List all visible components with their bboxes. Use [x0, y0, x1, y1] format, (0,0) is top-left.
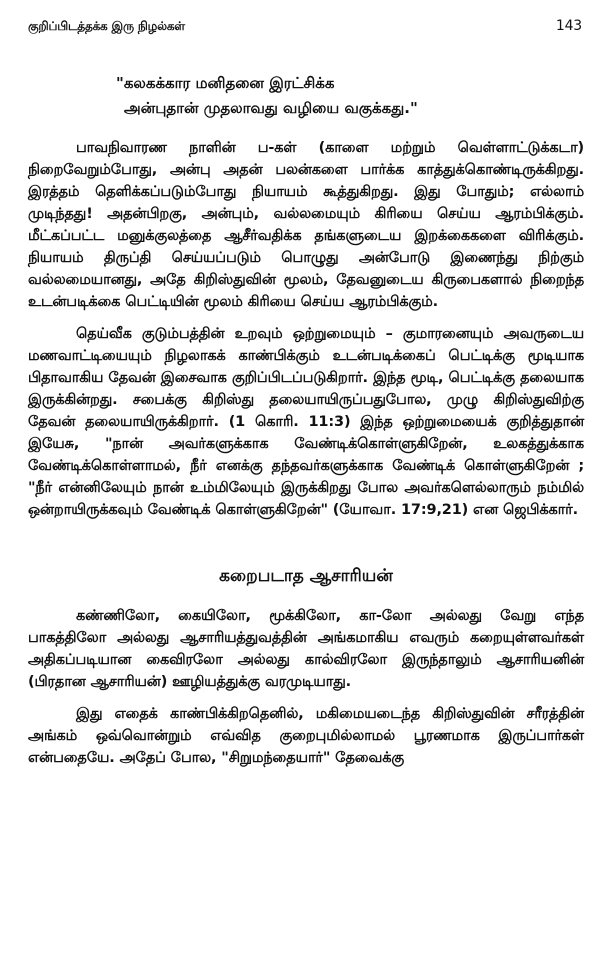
paragraph-3: கண்ணிலோ, கையிலோ, மூக்கிலோ, கா-லோ அல்லது வேறு எந்த பாகத்திலோ அல்லது ஆசாரியத்துவத்தின் அங்கமாகிய எவரும் கறையுள்ளவர்கள் அதிகப்படியான கைவிரலோ அல்லது கால்விரலோ இருந்தாலும் ஆசாரியனின் (பிரதான ஆசாரியன்) ஊழியத்துக்கு வரமுடியாது. [28, 608, 584, 690]
paragraph-1: பாவநிவாரண நாளின் ப-கள் (காளை மற்றும் வெள்ளாட்டுக்கடா) நிறைவேறும்போது, அன்பு அதன் பலன்களை பார்க்க காத்துக்கொண்டிருக்கிறது. இரத்தம் தெளிக்கப்படும்போது நியாயம் கூத்துகிறது. இது போதும்; எல்லாம் முடிந்தது! அதன்பிறகு, அன்பும், வல்லமையும் கிரியை செய்ய ஆரம்பிக்கும். மீட்கப்பட்ட மனுக்குலத்தை ஆசீர்வதிக்க தங்களுடைய இறக்கைகளை விரிக்கும். நியாயம் திருப்தி செய்யப்படும் பொழுது அன்போடு இணைந்து நிற்கும் வல்லமையானது, அதே கிறிஸ்துவின் மூலம், தேவனுடைய கிருபைகளால் நிறைந்த உடன்படிக்கை பெட்டியின் மூலம் கிரியை செய்ய ஆரம்பிக்கும். [28, 140, 584, 310]
opening-quote [116, 71, 584, 121]
paragraph-4: இது எதைக் காண்பிக்கிறதெனில், மகிமையடைந்த கிறிஸ்துவின் சரீரத்தின் அங்கம் ஒவ்வொன்றும் எவ்வித குறைபுமில்லாமல் பூரணமாக இருப்பார்கள் என்பதையே. அதேப் போல, "சிறுமந்தையார்" தேவைக்கு [28, 706, 584, 766]
quote-line-1: "கலகக்கார மனிதனை இரட்சிக்க [116, 74, 335, 92]
quote-line-2: அன்புதான் முதலாவது வழியை வகுக்கது." [124, 99, 418, 117]
section-heading: கறைபடாத ஆசாரியன் [219, 566, 393, 586]
paragraph-2: தெய்வீக குடும்பத்தின் உறவும் ஒற்றுமையும் – குமாரனையும் அவருடைய மணவாட்டியையும் நிழலாகக் காண்பிக்கும் உடன்படிக்கைப் பெட்டிக்கு மூடியாக பிதாவாகிய தேவன் இசைவாக குறிப்பிடப்படுகிறார். இந்த மூடி, பெட்டிக்கு தலையாக இருக்கின்றது. சபைக்கு கிறிஸ்து தலையாயிருப்பதுபோல, முழு கிறிஸ்துவிற்கு தேவன் தலையாயிருக்கிறார். (1 கொரி. 11:3) இந்த ஒற்றுமையைக் குறித்துதான் இயேசு, "நான் அவர்களுக்காக வேண்டிக்கொள்ளுகிறேன், உலகத்துக்காக வேண்டிக்கொள்ளாமல், நீர் எனக்கு தந்தவர்களுக்காக வேண்டிக் கொள்ளுகிறேன் ; "நீர் என்னிலேயும் நான் உம்மிலேயும் இருக்கிறது போல அவர்களெல்லாரும் நம்மில் ஒன்றாயிருக்கவும் வேண்டிக் கொள்ளுகிறேன்" (யோவா. 17:9,21) என ஜெபிக்கார். [28, 326, 584, 518]
page-header [28, 18, 584, 35]
running-title: குறிப்பிடத்தக்க இரு நிழல்கள் [28, 19, 185, 33]
page-number: 143 [555, 18, 582, 34]
document-page [28, 18, 584, 769]
